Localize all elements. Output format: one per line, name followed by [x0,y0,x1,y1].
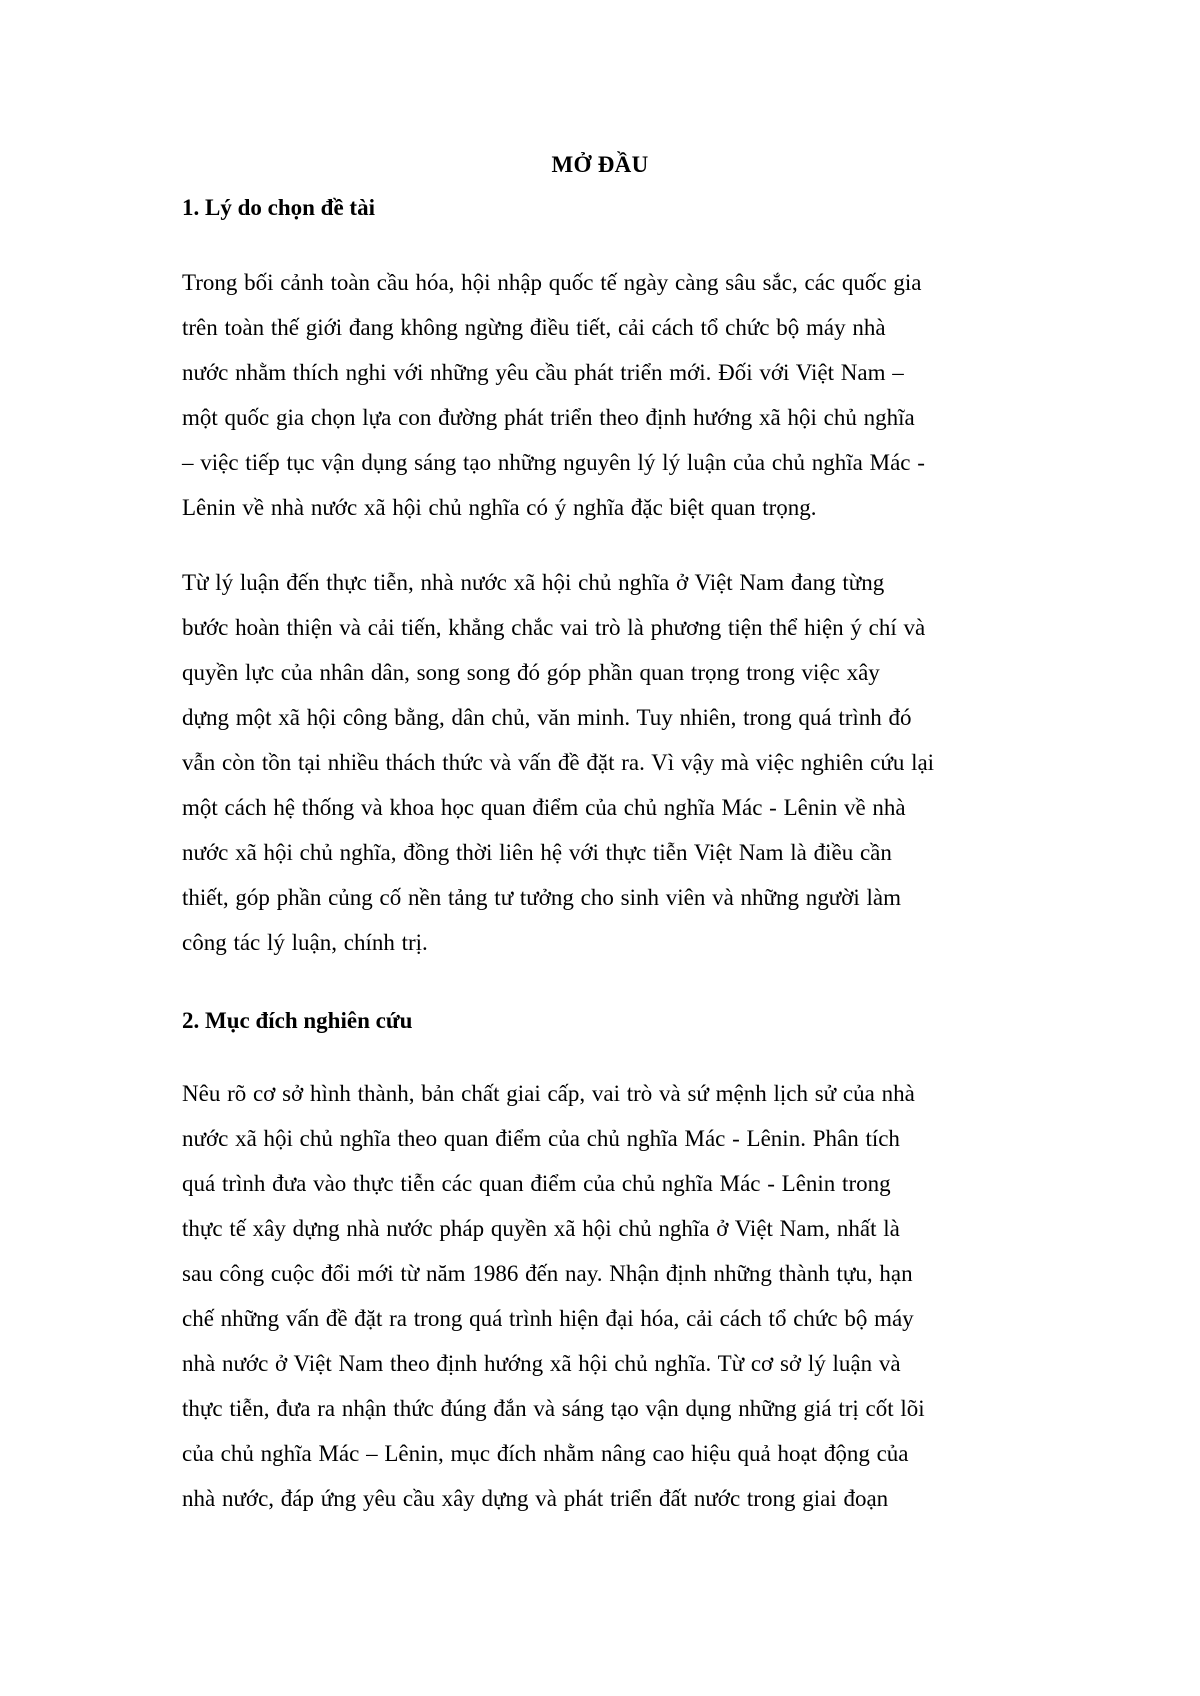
paragraph-context [182,260,1024,530]
paragraph-line: một cách hệ thống và khoa học quan điểm của chủ nghĩa Mác - Lênin về nhà [182,795,906,820]
paragraph-line: quá trình đưa vào thực tiễn các quan điểm của chủ nghĩa Mác - Lênin trong [182,1171,891,1196]
paragraph-line: vẫn còn tồn tại nhiều thách thức và vấn đề đặt ra. Vì vậy mà việc nghiên cứu lại [182,750,935,775]
paragraph-line: dựng một xã hội công bằng, dân chủ, văn minh. Tuy nhiên, trong quá trình đó [182,705,912,730]
paragraph-line: trên toàn thế giới đang không ngừng điều tiết, cải cách tổ chức bộ máy nhà [182,315,886,340]
document-title: MỞ ĐẦU [551,152,649,177]
paragraph-line: của chủ nghĩa Mác – Lênin, mục đích nhằm nâng cao hiệu quả hoạt động của [182,1441,909,1466]
paragraph-line: sau công cuộc đổi mới từ năm 1986 đến nay. Nhận định những thành tựu, hạn [182,1261,913,1286]
paragraph-line: Lênin về nhà nước xã hội chủ nghĩa có ý nghĩa đặc biệt quan trọng. [182,495,817,520]
paragraph-line: Từ lý luận đến thực tiễn, nhà nước xã hội chủ nghĩa ở Việt Nam đang từng [182,570,885,595]
paragraph-theory-practice [182,560,1024,965]
section-heading-reason: 1. Lý do chọn đề tài [182,195,375,220]
paragraph-line: nước nhằm thích nghi với những yêu cầu phát triển mới. Đối với Việt Nam – [182,360,904,385]
paragraph-line: nhà nước, đáp ứng yêu cầu xây dựng và phát triển đất nước trong giai đoạn [182,1486,889,1511]
paragraph-line: chế những vấn đề đặt ra trong quá trình hiện đại hóa, cải cách tổ chức bộ máy [182,1306,914,1331]
section-heading-purpose: 2. Mục đích nghiên cứu [182,1008,413,1033]
paragraph-line: Trong bối cảnh toàn cầu hóa, hội nhập quốc tế ngày càng sâu sắc, các quốc gia [182,270,922,295]
paragraph-line: quyền lực của nhân dân, song song đó góp phần quan trọng trong việc xây [182,660,880,685]
paragraph-line: nhà nước ở Việt Nam theo định hướng xã hội chủ nghĩa. Từ cơ sở lý luận và [182,1351,901,1376]
paragraph-line: bước hoàn thiện và cải tiến, khẳng chắc vai trò là phương tiện thể hiện ý chí và [182,615,926,640]
paragraph-line: Nêu rõ cơ sở hình thành, bản chất giai cấp, vai trò và sứ mệnh lịch sử của nhà [182,1081,915,1106]
paragraph-line: thiết, góp phần củng cố nền tảng tư tưởng cho sinh viên và những người làm [182,885,902,910]
paragraph-line: nước xã hội chủ nghĩa, đồng thời liên hệ với thực tiễn Việt Nam là điều cần [182,840,892,865]
paragraph-line: thực tế xây dựng nhà nước pháp quyền xã hội chủ nghĩa ở Việt Nam, nhất là [182,1216,900,1241]
paragraph-line: một quốc gia chọn lựa con đường phát triển theo định hướng xã hội chủ nghĩa [182,405,915,430]
paragraph-line: – việc tiếp tục vận dụng sáng tạo những nguyên lý lý luận của chủ nghĩa Mác - [182,450,925,475]
paragraph-line: nước xã hội chủ nghĩa theo quan điểm của chủ nghĩa Mác - Lênin. Phân tích [182,1126,900,1151]
paragraph-purpose [182,1071,1024,1521]
paragraph-line: thực tiễn, đưa ra nhận thức đúng đắn và sáng tạo vận dụng những giá trị cốt lõi [182,1396,925,1421]
paragraph-line: công tác lý luận, chính trị. [182,930,428,955]
